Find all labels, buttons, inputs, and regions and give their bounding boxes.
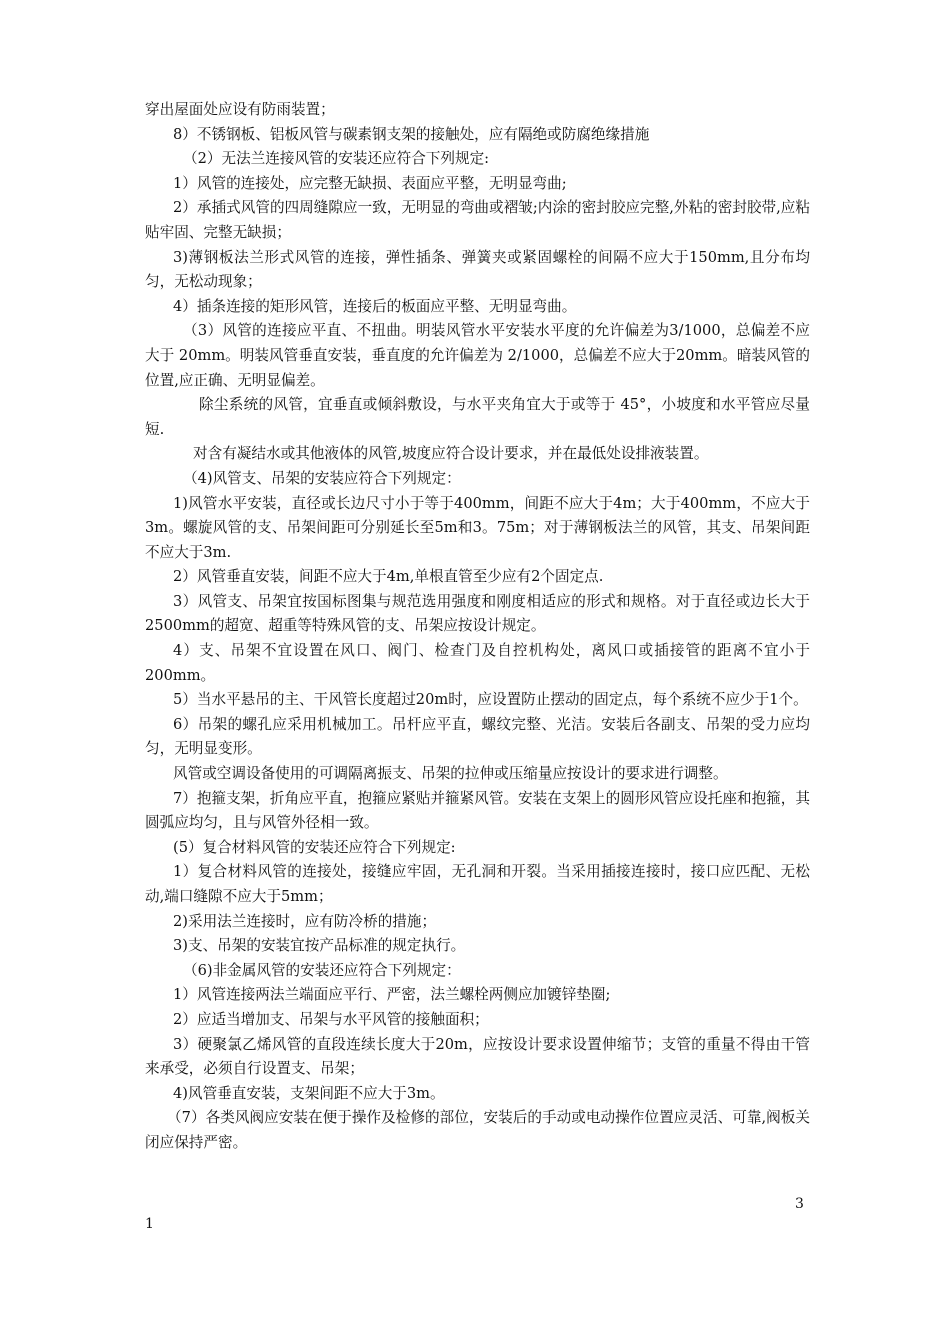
paragraph: 1）风管的连接处，应完整无缺损、表面应平整，无明显弯曲;	[173, 174, 567, 192]
body-text	[145, 98, 810, 1156]
paragraph: 2）承插式风管的四周缝隙应一致，无明显的弯曲或褶皱;内涂的密封胶应完整,外粘的密封胶带,应粘贴牢固、完整无缺损；	[145, 199, 810, 241]
footer-mark: 1	[145, 1216, 154, 1232]
paragraph: 8）不锈钢板、铝板风管与碳素钢支架的接触处，应有隔绝或防腐绝缘措施	[173, 125, 650, 143]
paragraph: 对含有凝结水或其他液体的风管,坡度应符合设计要求，并在最低处设排液装置。	[193, 445, 709, 463]
paragraph: 1)风管水平安装，直径或长边尺寸小于等于400mm，间距不应大于4m；大于400mm，不应大于3m。螺旋风管的支、吊架间距可分别延长至5m和3。75m；对于薄钢板法兰的风管，其支、吊架间距不应大于3m.	[145, 494, 810, 561]
paragraph: 3）风管支、吊架宜按国标图集与规范选用强度和刚度相适应的形式和规格。对于直径或边长大于2500mm的超宽、超重等特殊风管的支、吊架应按设计规定。	[145, 592, 810, 635]
paragraph: 1）复合材料风管的连接处，接缝应牢固，无孔洞和开裂。当采用插接连接时，接口应匹配、无松动,端口缝隙不应大于5mm；	[145, 863, 810, 905]
paragraph: 2）风管垂直安装，间距不应大于4m,单根直管至少应有2个固定点.	[173, 568, 604, 586]
paragraph: 4）插条连接的矩形风管，连接后的板面应平整、无明显弯曲。	[173, 297, 577, 315]
paragraph: （2）无法兰连接风管的安装还应符合下列规定:	[183, 150, 490, 168]
paragraph: 风管或空调设备使用的可调隔离振支、吊架的拉伸或压缩量应按设计的要求进行调整。	[173, 765, 728, 783]
page-number: 3	[795, 1196, 804, 1212]
paragraph: （4)风管支、吊架的安装应符合下列规定：	[183, 469, 461, 487]
paragraph: 1）风管连接两法兰端面应平行、严密，法兰螺栓两侧应加镀锌垫圈;	[173, 986, 611, 1004]
paragraph: 除尘系统的风管，宜垂直或倾斜敷设，与水平夹角宜大于或等于 45°，小坡度和水平管应尽量短.	[145, 396, 810, 438]
paragraph: (5）复合材料风管的安装还应符合下列规定:	[173, 838, 456, 856]
paragraph: 3）硬聚氯乙烯风管的直段连续长度大于20m，应按设计要求设置伸缩节；支管的重量不得由干管来承受，必须自行设置支、吊架；	[145, 1035, 810, 1078]
paragraph: 3)支、吊架的安装宜按产品标准的规定执行。	[173, 937, 466, 955]
paragraph: 4)风管垂直安装，支架间距不应大于3m。	[173, 1084, 445, 1102]
paragraph: （7）各类风阀应安装在便于操作及检修的部位，安装后的手动或电动操作位置应灵活、可靠,阀板关闭应保持严密。	[145, 1109, 810, 1151]
paragraph: 2）应适当增加支、吊架与水平风管的接触面积；	[173, 1010, 489, 1028]
paragraph: 穿出屋面处应设有防雨装置；	[145, 101, 335, 118]
paragraph: 4）支、吊架不宜设置在风口、阀门、检查门及自控机构处，离风口或插接管的距离不宜小于200mm。	[145, 642, 810, 684]
paragraph: （6)非金属风管的安装还应符合下列规定：	[183, 961, 461, 979]
paragraph: 2)采用法兰连接时，应有防冷桥的措施；	[173, 912, 437, 930]
paragraph: 6）吊架的螺孔应采用机械加工。吊杆应平直，螺纹完整、光洁。安装后各副支、吊架的受力应均匀，无明显变形。	[145, 715, 810, 758]
paragraph: （3）风管的连接应平直、不扭曲。明装风管水平安装水平度的允许偏差为3/1000，总偏差不应大于 20mm。明装风管垂直安装，垂直度的允许偏差为 2/1000，总偏差不应大于20mm。暗装风管的位置,应正确、无明显偏差。	[145, 322, 810, 389]
paragraph: 5）当水平悬吊的主、干风管长度超过20m时，应设置防止摆动的固定点，每个系统不应少于1个。	[173, 691, 808, 709]
paragraph: 7）抱箍支架，折角应平直，抱箍应紧贴并箍紧风管。安装在支架上的圆形风管应设托座和抱箍，其圆弧应均匀，且与风管外径相一致。	[145, 789, 810, 832]
paragraph: 3)薄钢板法兰形式风管的连接，弹性插条、弹簧夹或紧固螺栓的间隔不应大于150mm,且分布均匀，无松动现象；	[145, 248, 810, 291]
